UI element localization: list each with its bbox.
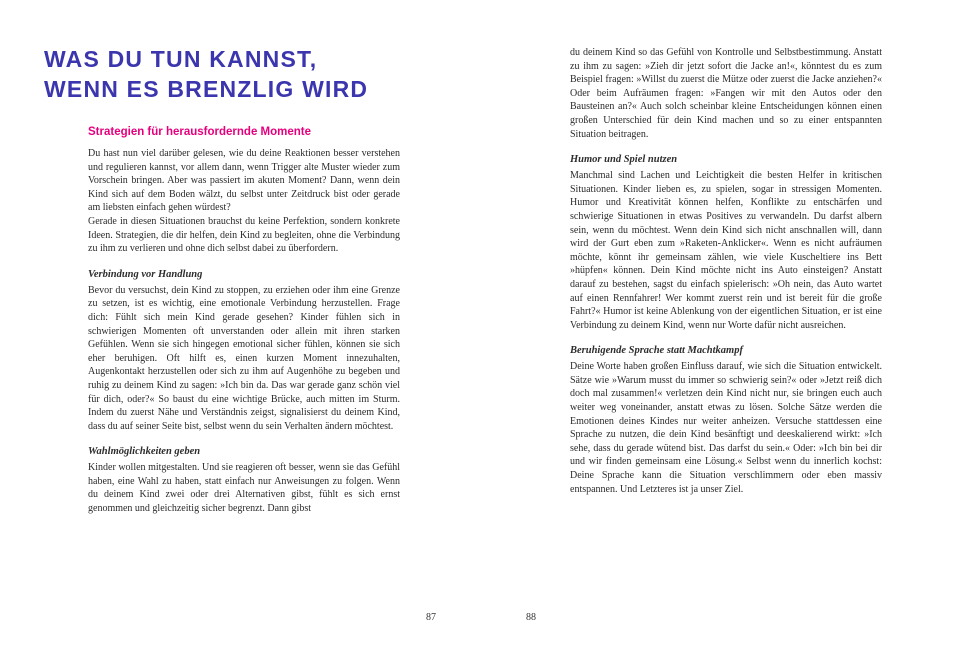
intro-paragraph: Du hast nun viel darüber gelesen, wie du deine Reaktionen besser verstehen und regulieren kannst, vor allem dann, wenn Trigger alte Muster wieder zum Vorschein bringen. Aber was passiert im akuten Moment? Dann, wenn dein Kind sich auf dem Boden wälzt, du selbst unter Zeitdruck bist oder gerade am liebsten einfach gehen würdest? [88, 148, 400, 214]
page-left [44, 44, 400, 516]
chapter-heading-line-1: WAS DU TUN KANNST, [44, 46, 318, 72]
intro-paragraph: Gerade in diesen Situationen brauchst du keine Perfektion, sondern konkrete Ideen. Strategien, die dir helfen, dein Kind zu begleiten, ohne die Verbindung zu ihm zu verlieren und ohne dich selbst dabei zu überfordern. [88, 215, 400, 255]
chapter-heading-line-2: WENN ES BRENZLIG WIRD [44, 76, 369, 102]
section-body: Kinder wollen mitgestalten. Und sie reagieren oft besser, wenn sie das Gefühl haben, eine Wahl zu haben, statt einfach nur Anweisungen zu folgen. Wenn du deinem Kind zwei oder drei Alternativen gibst, fühlt es sich ernst genommen und gleichzeitig sicher begrenzt. Dann gibst [88, 462, 400, 515]
page-right [570, 46, 882, 496]
continued-paragraph: du deinem Kind so das Gefühl von Kontrolle und Selbstbestimmung. Anstatt zu ihm zu sagen: »Zieh dir jetzt sofort die Jacke an!«, könntest du es zum Beispiel fragen: »Willst du zuerst die Mütze oder zuerst die Jacke anziehen?« Oder beim Aufräumen fragen: »Fangen wir mit den Autos oder den Bausteinen an?« Auch solch scheinbar kleine Entscheidungen können einen großen Unterschied für dein Kind machen und so zu einer entspannten Situation beitragen. [570, 47, 882, 140]
section-title: Humor und Spiel nutzen [570, 154, 678, 166]
section-body: Deine Worte haben großen Einfluss darauf, wie sich die Situation entwickelt. Sätze wie »Warum musst du immer so schwierig sein?« oder »Jetzt reiß dich doch mal zusammen!« verletzen dein Kind nicht nur, sie bringen euch auch weiter weg voneinander, anstatt etwas zu lösen. Solche Sätze werden die Emotionen deines Kindes nur weiter anheizen. Versuche stattdessen eine Sprache zu nutzen, die dein Kind besänftigt und deeskalierend wirkt: »Ich sehe, dass du gerade wütend bist. Das darfst du sein.« Oder: »Ich bin bei dir und wir finden gemeinsam eine Lösung.« Selbst wenn du innerlich kochst: Deine Sprache kann die Situation verschlimmern oder eben massiv entspannen. Und Letzteres ist ja unser Ziel. [570, 361, 882, 495]
section-body: Manchmal sind Lachen und Leichtigkeit die besten Helfer in kritischen Situationen. Kinder lieben es, zu spielen, sogar in stressigen Momenten. Humor und Kreativität können helfen, Konflikte zu entschärfen und schwierige Situationen in etwas Positives zu verwandeln. Du darfst albern sein, wenn du möchtest. Wenn dein Kind sich nicht anschnallen will, dann wird der Gurt eben zum »Raketen-Anklicker«. Wenn es nicht aufräumen möchte, könnt ihr gemeinsam zählen, wie viele Kuscheltiere ins Bett »hüpfen« können. Dein Kind möchte nicht ins Auto einsteigen? Anstatt darauf zu bestehen, sagst du einfach spielerisch: »Oh nein, das Auto wartet auf einen Rennfahrer! Wer kommt zuerst rein und ist bereit für die große Fahrt?« Humor ist keine Ablenkung von der eigentlichen Situation, er ist eine Verbindung zu deinem Kind, wenn nur Worte dafür nicht ausreichen. [570, 170, 882, 331]
chapter-heading [44, 44, 400, 104]
page-number-left: 87 [426, 612, 436, 623]
left-page-content [88, 126, 400, 516]
section-title: Verbindung vor Handlung [88, 268, 203, 280]
section-title: Wahlmöglichkeiten geben [88, 446, 201, 458]
section-body: Bevor du versuchst, dein Kind zu stoppen, zu erziehen oder ihm eine Grenze zu setzen, ist es wichtig, eine emotionale Verbindung herzustellen. Frage dich: Fühlt sich mein Kind gerade gesehen? Kinder fühlen sich in schwierigen Momenten oft unverstanden oder allein mit ihren starken Gefühlen. Wenn sie sich hingegen emotional sicher fühlen, können sie sich eher beruhigen. Oft hilft es, einen kurzen Moment innezuhalten, Augenkontakt herzustellen oder sich zu ihm auf Augenhöhe zu begeben und ruhig zu deinem Kind zu sagen: »Ich bin da. Das war gerade ganz schön viel für dich, oder?« So baust du eine wichtige Brücke, auch mitten im Sturm. Indem du zuerst Nähe und Verständnis zeigst, signalisierst du deinem Kind, dass du auf seiner Seite bist, selbst wenn du sein Verhalten ändern möchtest. [88, 284, 400, 432]
section-title: Beruhigende Sprache statt Machtkampf [570, 345, 743, 357]
chapter-subheading: Strategien für herausfordernde Momente [88, 126, 312, 138]
page-number-right: 88 [526, 612, 536, 623]
